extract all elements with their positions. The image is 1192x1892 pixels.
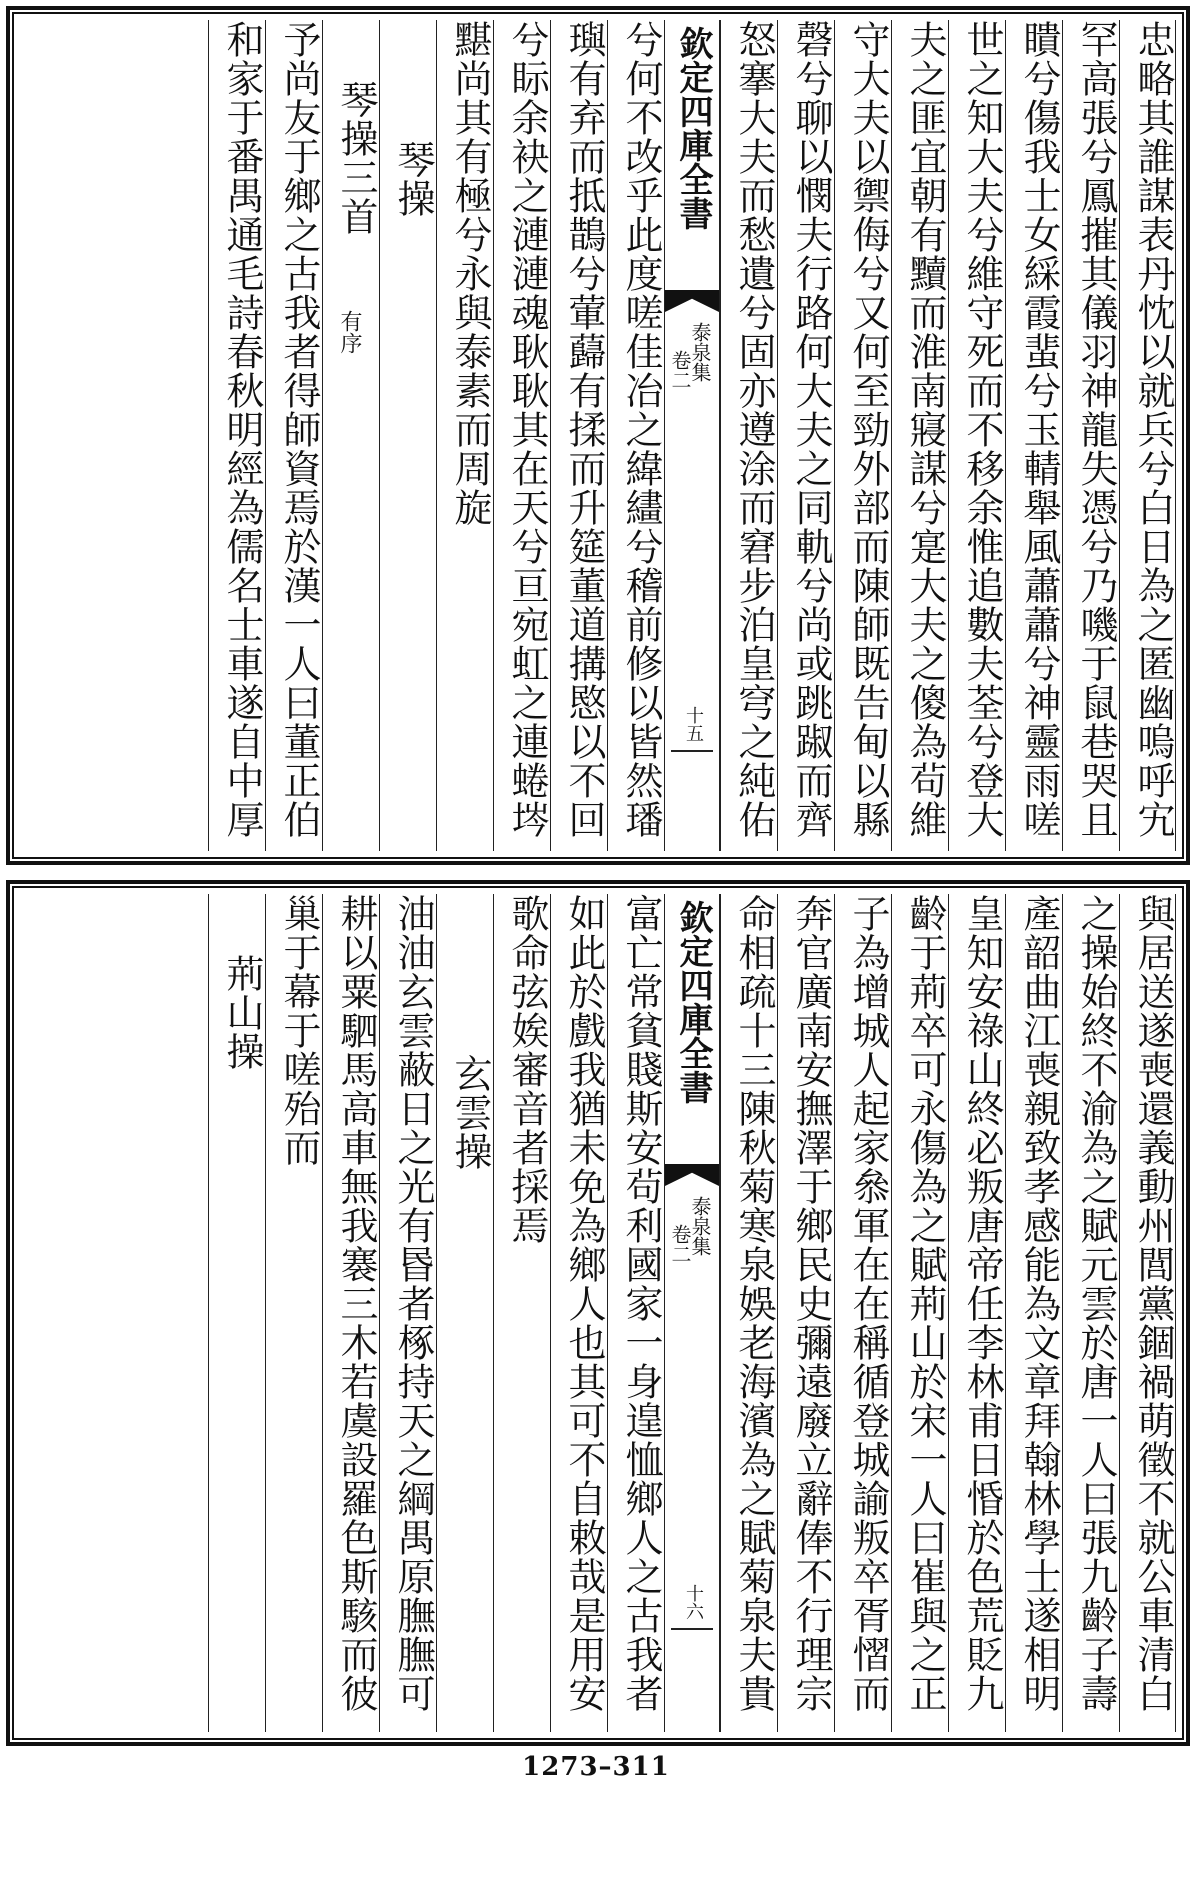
section-heading: 琴操 <box>391 140 435 218</box>
spine-collection: 泰泉集 <box>688 1196 712 1256</box>
text-column <box>948 20 1005 851</box>
text-column <box>379 20 436 851</box>
column-text: 磬兮聊以憫夫行路何大夫之同軌兮尚或跳踧而齊 <box>789 20 833 839</box>
text-block-bottom <box>20 894 1176 1732</box>
spine-title: 欽定四庫全書 <box>673 900 713 1104</box>
text-column <box>1119 20 1176 851</box>
text-column <box>720 894 777 1732</box>
page-panel-top <box>6 6 1190 865</box>
column-text: 兮眎余袂之漣漣魂耿耿其在天兮亘宛虹之連蜷埁 <box>505 20 549 839</box>
spine-title: 欽定四庫全書 <box>673 26 713 230</box>
spine-page-number: 十六 <box>683 1584 704 1620</box>
text-column <box>436 894 493 1732</box>
column-text: 齡于荊卒可永傷為之賦荊山於宋一人曰崔與之正 <box>903 894 947 1713</box>
spine-juan: 卷二 <box>668 1224 692 1264</box>
column-text: 產韶曲江喪親致孝感能為文章拜翰林學士遂相明 <box>1017 894 1061 1713</box>
page-panel-bottom <box>6 880 1190 1746</box>
column-text: 忠略其誰謀表丹忱以就兵兮白日為之匿幽嗚呼宄 <box>1131 20 1175 839</box>
text-column <box>607 20 664 851</box>
column-text: 奔官廣南安撫澤于鄉民史彌遠廢立辭俸不行理宗 <box>789 894 833 1713</box>
column-text: 瞶兮傷我士女綵霞蜚兮玉輤舉風蕭蕭兮神靈雨嗟 <box>1017 20 1061 839</box>
text-block-top <box>20 20 1176 851</box>
text-column <box>948 894 1005 1732</box>
text-column <box>208 894 265 1732</box>
column-text: 怒搴大夫而愁遺兮固亦遵涂而窘步泊皇穹之純佑 <box>732 20 776 839</box>
column-text: 油油玄雲蔽日之光有昬者椓持天之綱禺原膴膴可 <box>391 894 435 1713</box>
column-text: 子為增城人起家叅軍在在稱循登城諭叛卒胥慴而 <box>846 894 890 1713</box>
text-column <box>891 20 948 851</box>
fish-tail-mark <box>665 290 719 312</box>
subsection-heading: 琴操三首 <box>334 80 378 236</box>
column-text: 予尚友于鄉之古我者得師資焉於漢一人曰董正伯 <box>277 20 321 839</box>
page-reference-number: 1273–311 <box>522 1752 670 1782</box>
text-column <box>777 20 834 851</box>
text-column <box>891 894 948 1732</box>
column-text: 夫之匪宜朝有黷而淮南寢謀兮寔大夫之傻為茍維 <box>903 20 947 839</box>
text-column <box>265 894 322 1732</box>
text-column <box>720 20 777 851</box>
fish-tail-mark <box>665 1164 719 1186</box>
text-column <box>208 20 265 851</box>
text-column <box>1119 894 1176 1732</box>
text-column <box>379 894 436 1732</box>
text-column <box>493 894 550 1732</box>
center-spine <box>664 20 720 851</box>
text-column <box>550 20 607 851</box>
column-text: 耕以粟駟馬高車無我褰三木若虞設羅色斯駭而彼 <box>334 894 378 1713</box>
text-column <box>1005 894 1062 1732</box>
text-column <box>1062 894 1119 1732</box>
spine-rule <box>671 1628 713 1630</box>
text-column <box>1062 20 1119 851</box>
text-column <box>607 894 664 1732</box>
column-text: 命相疏十三陳秋菊寒泉娛老海濱為之賦菊泉夫貴 <box>732 894 776 1713</box>
text-column <box>322 20 379 851</box>
column-text: 世之知大夫兮維守死而不移余惟追數夫荃兮登大 <box>960 20 1004 839</box>
column-text: 璵有弃而抵鵲兮葷蘬有揉而升筵董道搆愍以不回 <box>562 20 606 839</box>
column-text: 巢于幕于嗟殆而 <box>277 894 321 1167</box>
spine-page-number: 十五 <box>683 706 704 742</box>
text-column <box>834 894 891 1732</box>
text-column <box>493 20 550 851</box>
text-column <box>265 20 322 851</box>
text-column <box>322 894 379 1732</box>
center-spine <box>664 894 720 1732</box>
column-text: 歌命弦娭審音者採焉 <box>505 894 549 1245</box>
text-column <box>436 20 493 851</box>
column-text: 富亡常貧賤斯安茍利國家一身遑恤鄉人之古我者 <box>619 894 663 1713</box>
column-text: 守大夫以禦侮兮又何至勁外部而陳師既告甸以縣 <box>846 20 890 839</box>
section-heading: 玄雲操 <box>448 1054 492 1171</box>
text-column <box>777 894 834 1732</box>
text-column <box>1005 20 1062 851</box>
text-column <box>834 20 891 851</box>
section-heading: 荊山操 <box>220 954 264 1071</box>
spine-juan: 卷二 <box>668 350 692 390</box>
column-text: 罕高張兮鳳摧其儀羽神龍失憑兮乃嘰于鼠巷哭且 <box>1074 20 1118 839</box>
spine-rule <box>671 750 713 752</box>
column-text: 之操始終不渝為之賦元雲於唐一人曰張九齡子壽 <box>1074 894 1118 1713</box>
column-text: 黮尚其有極兮永與泰素而周旋 <box>448 20 492 527</box>
text-column <box>550 894 607 1732</box>
column-text: 與居送遂喪還義動州閭黨錮禍萌徵不就公車清白 <box>1131 894 1175 1713</box>
interlinear-note: 有序 <box>337 310 362 354</box>
column-text: 皇知安祿山終必叛唐帝任李林甫日惛於色荒貶九 <box>960 894 1004 1713</box>
column-text: 如此於戲我猶未免為鄉人也其可不自敕哉是用安 <box>562 894 606 1713</box>
column-text: 和家于番禺通毛詩春秋明經為儒名士車遂自中厚 <box>220 20 264 839</box>
column-text: 兮何不改乎此度嗟佳冶之緯繣兮稽前修以皆然璠 <box>619 20 663 839</box>
spine-collection: 泰泉集 <box>688 322 712 382</box>
